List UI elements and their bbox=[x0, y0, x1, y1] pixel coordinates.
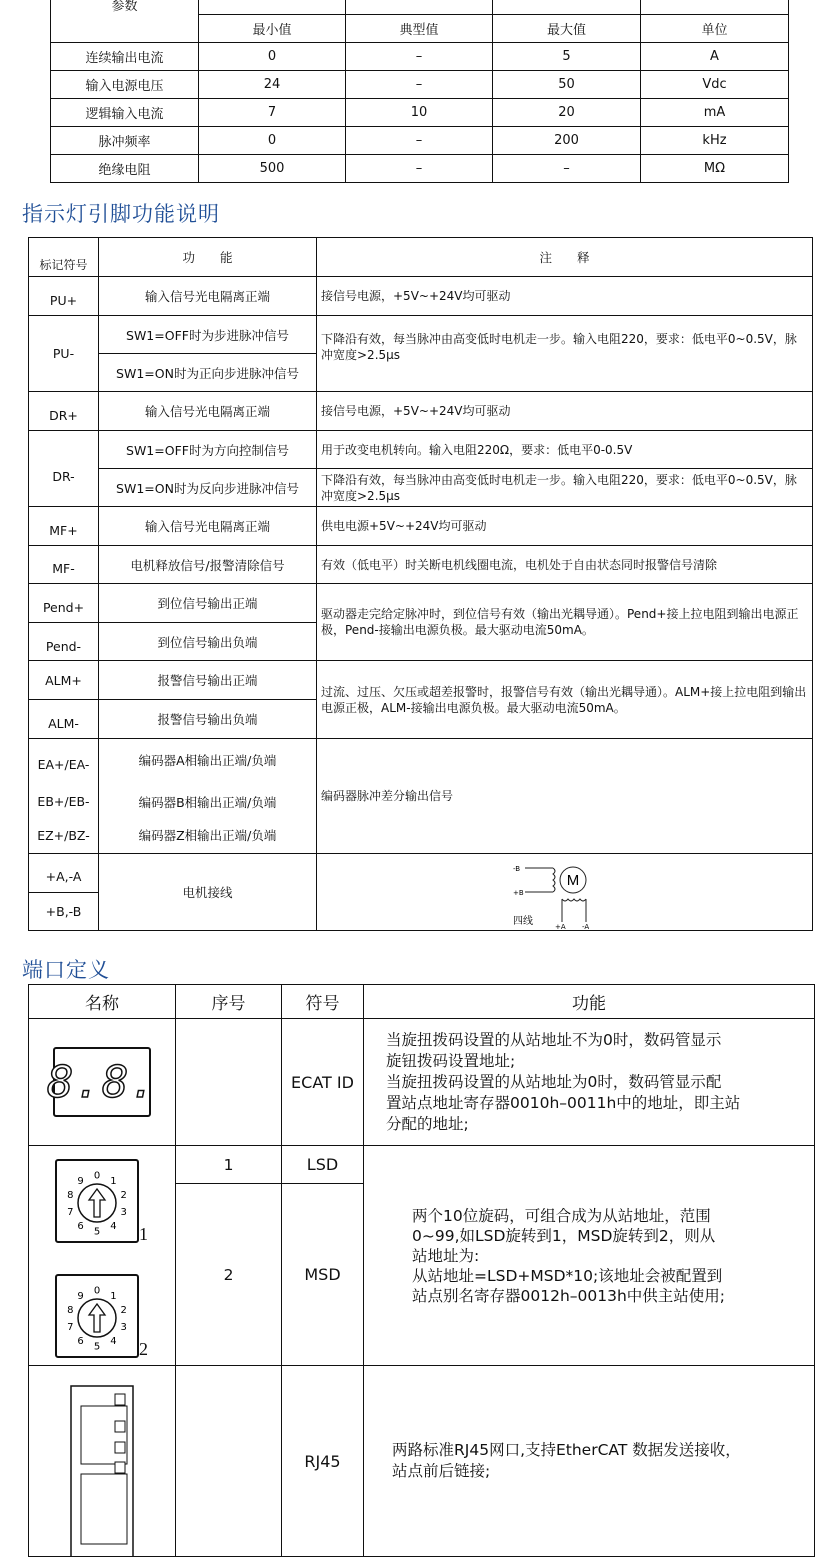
indicator-header-row bbox=[29, 238, 813, 277]
symbol-cell: PU- bbox=[29, 316, 99, 392]
dial-digit: 7 bbox=[67, 1322, 74, 1334]
table-row bbox=[51, 71, 789, 99]
label-minus-a: -A bbox=[582, 923, 590, 930]
led-1 bbox=[115, 1394, 125, 1405]
spec-min: 7 bbox=[199, 99, 346, 127]
header-function: 功 能 bbox=[99, 238, 317, 277]
indicator-table bbox=[28, 237, 813, 931]
spec-name: 连续输出电流 bbox=[51, 43, 199, 71]
spec-max: – bbox=[493, 155, 641, 183]
symbol-cell: EB+/EB- bbox=[29, 781, 99, 817]
rj45-jack-top bbox=[81, 1406, 127, 1464]
diagram-caption: 四线 bbox=[513, 916, 533, 927]
spec-max: 50 bbox=[493, 71, 641, 99]
note-cell: 有效（低电平）时关断电机线圈电流，电机处于自由状态同时报警信号清除 bbox=[317, 546, 813, 584]
dial-digit: 1 bbox=[110, 1175, 117, 1187]
spec-header-blank bbox=[641, 0, 789, 15]
header-name: 名称 bbox=[29, 985, 176, 1019]
spec-name: 逻辑输入电流 bbox=[51, 99, 199, 127]
dial-lsd bbox=[57, 1161, 137, 1241]
rotary-switch-lsd-icon bbox=[55, 1159, 139, 1243]
dial-digit: 8 bbox=[67, 1189, 74, 1201]
table-row bbox=[29, 507, 813, 546]
spec-param-header-label: 参数 bbox=[111, 0, 138, 14]
function-cell: SW1=OFF时为方向控制信号 bbox=[99, 431, 317, 469]
led-2 bbox=[115, 1421, 125, 1432]
index-cell bbox=[176, 1019, 282, 1146]
motor-diagram-cell bbox=[317, 854, 813, 931]
header-index: 序号 bbox=[176, 985, 282, 1019]
spec-typ: – bbox=[346, 43, 493, 71]
table-row bbox=[29, 739, 813, 781]
dial-digit: 5 bbox=[93, 1341, 101, 1353]
note-cell: 用于改变电机转向。输入电阻220Ω，要求：低电平0-0.5V bbox=[317, 431, 813, 469]
note-cell: 过流、过压、欠压或超差报警时，报警信号有效（输出光耦导通）。ALM+接上拉电阻到输出电源正极，ALM-接输出电源负极。最大驱动电流50mA。 bbox=[317, 661, 813, 739]
seven-segment-display-icon bbox=[47, 1047, 157, 1117]
dial-digit: 4 bbox=[110, 1336, 117, 1348]
symbol-cell: MF+ bbox=[29, 507, 99, 546]
dial-digit: 3 bbox=[120, 1322, 127, 1334]
rotary-label-1: 1 bbox=[139, 1224, 148, 1244]
table-row bbox=[29, 584, 813, 623]
function-line: 两路标准RJ45网口,支持EtherCAT 数据发送接收， bbox=[392, 1441, 741, 1459]
symbol-cell: MSD bbox=[282, 1184, 364, 1366]
table-row bbox=[29, 1366, 815, 1557]
label-plus-a: +A bbox=[555, 923, 566, 930]
table-row bbox=[29, 431, 813, 469]
function-cell: 电机接线 bbox=[99, 854, 317, 931]
function-line: 当旋扭拨码设置的从站地址为0时，数码管显示配 bbox=[386, 1072, 722, 1091]
dial-digit: 0 bbox=[93, 1285, 101, 1297]
spec-typ: 10 bbox=[346, 99, 493, 127]
note-cell: 编码器脉冲差分输出信号 bbox=[317, 739, 813, 854]
function-cell bbox=[364, 1146, 815, 1366]
symbol-cell: RJ45 bbox=[282, 1366, 364, 1557]
function-cell: SW1=OFF时为步进脉冲信号 bbox=[99, 316, 317, 354]
spec-header-blank bbox=[346, 0, 493, 15]
symbol-cell: EZ+/BZ- bbox=[29, 817, 99, 854]
note-cell: 驱动器走完给定脉冲时，到位信号有效（输出光耦导通）。Pend+接上拉电阻到输出电源正极，Pend-接输出电源负极。最大驱动电流50mA。 bbox=[317, 584, 813, 661]
seven-segment-digits: 8.8. bbox=[47, 1056, 157, 1108]
function-cell bbox=[364, 1366, 815, 1557]
label-plus-b: +B bbox=[513, 889, 524, 897]
spec-name: 绝缘电阻 bbox=[51, 155, 199, 183]
index-cell: 2 bbox=[176, 1184, 282, 1366]
rj45-cell bbox=[29, 1366, 176, 1557]
table-row bbox=[29, 661, 813, 700]
header-note: 注 释 bbox=[317, 238, 813, 277]
function-line: 站地址为: bbox=[412, 1246, 480, 1265]
dial-digit: 0 bbox=[93, 1170, 101, 1182]
spec-unit: MΩ bbox=[641, 155, 789, 183]
function-cell: 到位信号输出正端 bbox=[99, 584, 317, 623]
function-line: 从站地址=LSD+MSD*10;该地址会被配置到 bbox=[412, 1266, 723, 1285]
table-row bbox=[29, 1019, 815, 1146]
function-cell: 编码器A相输出正端/负端 bbox=[99, 739, 317, 781]
table-row bbox=[51, 155, 789, 183]
table-row bbox=[51, 127, 789, 155]
symbol-cell: Pend- bbox=[29, 623, 99, 661]
spec-unit: mA bbox=[641, 99, 789, 127]
coil-b-icon bbox=[553, 868, 555, 892]
rotary-switches bbox=[29, 1146, 176, 1365]
function-cell bbox=[364, 1019, 815, 1146]
dial-digit: 6 bbox=[77, 1221, 84, 1233]
function-cell: 输入信号光电隔离正端 bbox=[99, 277, 317, 316]
seven-segment-cell bbox=[29, 1019, 176, 1146]
table-row bbox=[29, 1146, 815, 1184]
table-row bbox=[51, 43, 789, 71]
dial-msd bbox=[57, 1276, 137, 1356]
spec-max: 20 bbox=[493, 99, 641, 127]
table-row bbox=[29, 392, 813, 431]
function-line: 置站点地址寄存器0010h–0011h中的地址，即主站 bbox=[386, 1093, 741, 1112]
spec-typ: – bbox=[346, 155, 493, 183]
spec-header-typ: 典型值 bbox=[346, 15, 493, 43]
motor-wiring-diagram bbox=[317, 854, 811, 930]
function-cell: 到位信号输出负端 bbox=[99, 623, 317, 661]
function-cell: 编码器B相输出正端/负端 bbox=[99, 781, 317, 817]
symbol-cell: LSD bbox=[282, 1146, 364, 1184]
spec-table bbox=[50, 0, 789, 183]
note-cell: 下降沿有效，每当脉冲由高变低时电机走一步。输入电阻220，要求：低电平0~0.5V，脉冲宽度>2.5μs bbox=[317, 469, 813, 507]
spec-unit: Vdc bbox=[641, 71, 789, 99]
spec-header-min: 最小值 bbox=[199, 15, 346, 43]
table-row bbox=[29, 546, 813, 584]
label-minus-b: -B bbox=[513, 865, 521, 873]
table-row bbox=[29, 316, 813, 354]
dial-digit: 9 bbox=[77, 1290, 84, 1302]
table-row bbox=[51, 99, 789, 127]
spec-header-blank bbox=[493, 0, 641, 15]
spec-header-max: 最大值 bbox=[493, 15, 641, 43]
spec-unit: A bbox=[641, 43, 789, 71]
motor-label: M bbox=[566, 872, 580, 889]
header-symbol: 标记符号 bbox=[29, 238, 99, 277]
function-cell: 输入信号光电隔离正端 bbox=[99, 392, 317, 431]
spec-header-row bbox=[51, 0, 789, 15]
port-section-title: 端口定义 bbox=[22, 958, 110, 982]
coil-a-icon bbox=[562, 899, 586, 901]
note-cell: 供电电源+5V~+24V均可驱动 bbox=[317, 507, 813, 546]
rotary-switch-msd-icon bbox=[55, 1274, 139, 1358]
header-function: 功能 bbox=[364, 985, 815, 1019]
spec-max: 5 bbox=[493, 43, 641, 71]
function-line: 当旋扭拨码设置的从站地址不为0时，数码管显示 bbox=[386, 1030, 722, 1049]
dial-digit: 1 bbox=[110, 1290, 117, 1302]
spec-min: 24 bbox=[199, 71, 346, 99]
dial-digit: 5 bbox=[93, 1226, 101, 1238]
port-header-row bbox=[29, 985, 815, 1019]
spec-header-unit: 单位 bbox=[641, 15, 789, 43]
dial-digit: 2 bbox=[120, 1189, 127, 1201]
dial-digit: 9 bbox=[77, 1175, 84, 1187]
symbol-cell: PU+ bbox=[29, 277, 99, 316]
function-cell: 报警信号输出负端 bbox=[99, 700, 317, 739]
note-cell: 下降沿有效，每当脉冲由高变低时电机走一步。输入电阻220，要求：低电平0~0.5V，脉冲宽度>2.5μs bbox=[317, 316, 813, 392]
rotary-switch-cell bbox=[29, 1146, 176, 1366]
led-3 bbox=[115, 1442, 125, 1453]
indicator-section-title: 指示灯引脚功能说明 bbox=[22, 202, 220, 226]
symbol-cell: ECAT ID bbox=[282, 1019, 364, 1146]
function-cell: SW1=ON时为反向步进脉冲信号 bbox=[99, 469, 317, 507]
spec-typ: – bbox=[346, 127, 493, 155]
dial-digit: 4 bbox=[110, 1221, 117, 1233]
spec-min: 0 bbox=[199, 43, 346, 71]
function-line: 旋钮拨码设置地址; bbox=[386, 1051, 516, 1070]
spec-header-blank bbox=[199, 0, 346, 15]
dial-digit: 2 bbox=[120, 1304, 127, 1316]
function-cell: SW1=ON时为正向步进脉冲信号 bbox=[99, 354, 317, 392]
spec-name: 脉冲频率 bbox=[51, 127, 199, 155]
spec-name: 输入电源电压 bbox=[51, 71, 199, 99]
note-cell: 接信号电源，+5V~+24V均可驱动 bbox=[317, 392, 813, 431]
symbol-cell: DR- bbox=[29, 431, 99, 507]
spec-min: 500 bbox=[199, 155, 346, 183]
spec-typ: – bbox=[346, 71, 493, 99]
rotary-label-2: 2 bbox=[139, 1339, 148, 1359]
spec-unit: kHz bbox=[641, 127, 789, 155]
header-symbol: 符号 bbox=[282, 985, 364, 1019]
spec-min: 0 bbox=[199, 127, 346, 155]
dial-digit: 3 bbox=[120, 1207, 127, 1219]
rj45-port-icon bbox=[29, 1366, 176, 1556]
spec-param-header bbox=[51, 0, 199, 43]
function-cell: 电机释放信号/报警清除信号 bbox=[99, 546, 317, 584]
function-line: 站点别名寄存器0012h–0013h中供主站使用; bbox=[412, 1286, 726, 1305]
function-cell: 输入信号光电隔离正端 bbox=[99, 507, 317, 546]
function-cell: 编码器Z相输出正端/负端 bbox=[99, 817, 317, 854]
symbol-cell: EA+/EA- bbox=[29, 739, 99, 781]
symbol-cell: Pend+ bbox=[29, 584, 99, 623]
symbol-cell: ALM+ bbox=[29, 661, 99, 700]
symbol-cell: +A,-A bbox=[29, 854, 99, 893]
symbol-cell: DR+ bbox=[29, 392, 99, 431]
function-line: 站点前后链接; bbox=[392, 1462, 491, 1480]
spec-max: 200 bbox=[493, 127, 641, 155]
led-4 bbox=[115, 1462, 125, 1473]
table-row bbox=[29, 854, 813, 893]
function-cell: 报警信号输出正端 bbox=[99, 661, 317, 700]
table-row bbox=[29, 277, 813, 316]
note-cell: 接信号电源，+5V~+24V均可驱动 bbox=[317, 277, 813, 316]
dial-digit: 6 bbox=[77, 1336, 84, 1348]
symbol-cell: MF- bbox=[29, 546, 99, 584]
index-cell bbox=[176, 1366, 282, 1557]
port-table bbox=[28, 984, 815, 1557]
function-line: 两个10位旋码，可组合成为从站地址，范围 bbox=[412, 1206, 711, 1225]
function-line: 分配的地址; bbox=[386, 1114, 469, 1133]
index-cell: 1 bbox=[176, 1146, 282, 1184]
function-line: 0~99,如LSD旋转到1，MSD旋转到2，则从 bbox=[412, 1226, 716, 1245]
symbol-cell: +B,-B bbox=[29, 892, 99, 931]
symbol-cell: ALM- bbox=[29, 700, 99, 739]
table-row bbox=[29, 469, 813, 507]
dial-digit: 8 bbox=[67, 1304, 74, 1316]
dial-digit: 7 bbox=[67, 1207, 74, 1219]
rj45-jack-bottom bbox=[81, 1474, 127, 1544]
